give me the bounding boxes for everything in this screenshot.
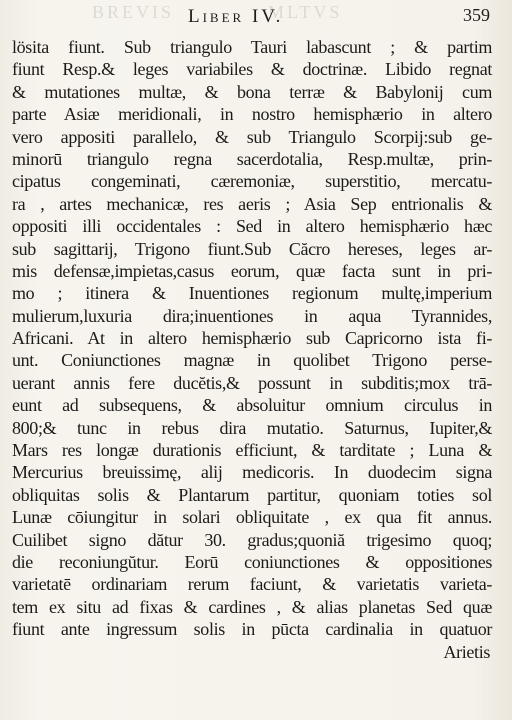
text-line: fiunt Resp.& leges variabiles & doctrinæ. Libido regnat (12, 59, 492, 80)
text-line: lösita fiunt. Sub triangulo Tauri labascunt ; & partim (12, 37, 492, 57)
text-line: parte Asiæ meridionali, in nostro hemisphærio in altero (12, 104, 492, 125)
body-text (12, 36, 492, 663)
show-through-text-left: BREVIS (92, 2, 175, 22)
text-line: oppositi illi occidentales : Sed in altero hemisphærio hæc (12, 216, 492, 237)
text-line: Mercurius breuissimę, alij medicoris. In duodecim signa (12, 462, 492, 483)
text-line: mulierum,luxuria dira;inuentiones in aqua Tyrannides, (12, 305, 492, 326)
text-line: unt. Coniunctiones magnæ in quolibet Trigono perse- (12, 350, 492, 371)
text-line: mo ; itinera & Inuentiones regionum multę,imperium (12, 283, 492, 304)
text-line: sub sagittarij, Trigono fiunt.Sub Căcro hereses, leges ar- (12, 238, 492, 259)
running-title: Liber IV. (188, 6, 284, 27)
text-line: Africani. At in altero hemisphærio sub Capricorno ista fi- (12, 328, 492, 349)
page-header (0, 2, 512, 28)
text-line: Lunæ cōiungitur in solari obliquitate , ex qua fit annus. (12, 507, 492, 528)
text-line: cipatus congeminati, cæremoniæ, superstitio, mercatu- (12, 171, 492, 192)
text-line: Cuilibet signo dătur 30. gradus;quoniă trigesimo quoq; (12, 529, 492, 550)
text-line: mis defensæ,impietas,casus eorum, quæ facta sunt in pri- (12, 260, 492, 281)
text-line: uerant annis fere ducĕtis,& possunt in subditis;mox trā- (12, 372, 492, 393)
text-line: fiunt ante ingressum solis in pūcta cardinalia in quatuor (12, 619, 492, 640)
text-line: die reconiungŭtur. Eorū coniunctiones & oppositiones (12, 551, 492, 572)
catchword: Arietis (443, 641, 490, 662)
text-line: tem ex situ ad fixas & cardines , & alias planetas Sed quæ (12, 596, 492, 617)
text-line: ra , artes mechanicæ, res aeris ; Asia Sep entrionalis & (12, 193, 492, 214)
text-line: & mutationes multæ, & bona terræ & Babylonij cum (12, 81, 492, 102)
text-line: obliquitas solis & Plantarum partitur, quoniam toties sol (12, 484, 492, 505)
show-through-text-right: MLTVS (268, 2, 343, 22)
text-line: 800;& tunc in rebus dira mutatio. Saturnus, Iupiter,& (12, 417, 492, 438)
text-line: Mars res longæ durationis efficiunt, & tarditate ; Luna & (12, 440, 492, 461)
page-number: 359 (463, 5, 490, 25)
text-line: eunt ad subsequens, & absoluitur omnium circulus in (12, 395, 492, 416)
text-line: varietatē ordinariam rerum faciunt, & varietatis varieta- (12, 574, 492, 595)
text-line: minorū triangulo regna sacerdotalia, Resp.multæ, prin- (12, 148, 492, 169)
text-line: vero appositi parallelo, & sub Triangulo Scorpij:sub ge- (12, 126, 492, 147)
